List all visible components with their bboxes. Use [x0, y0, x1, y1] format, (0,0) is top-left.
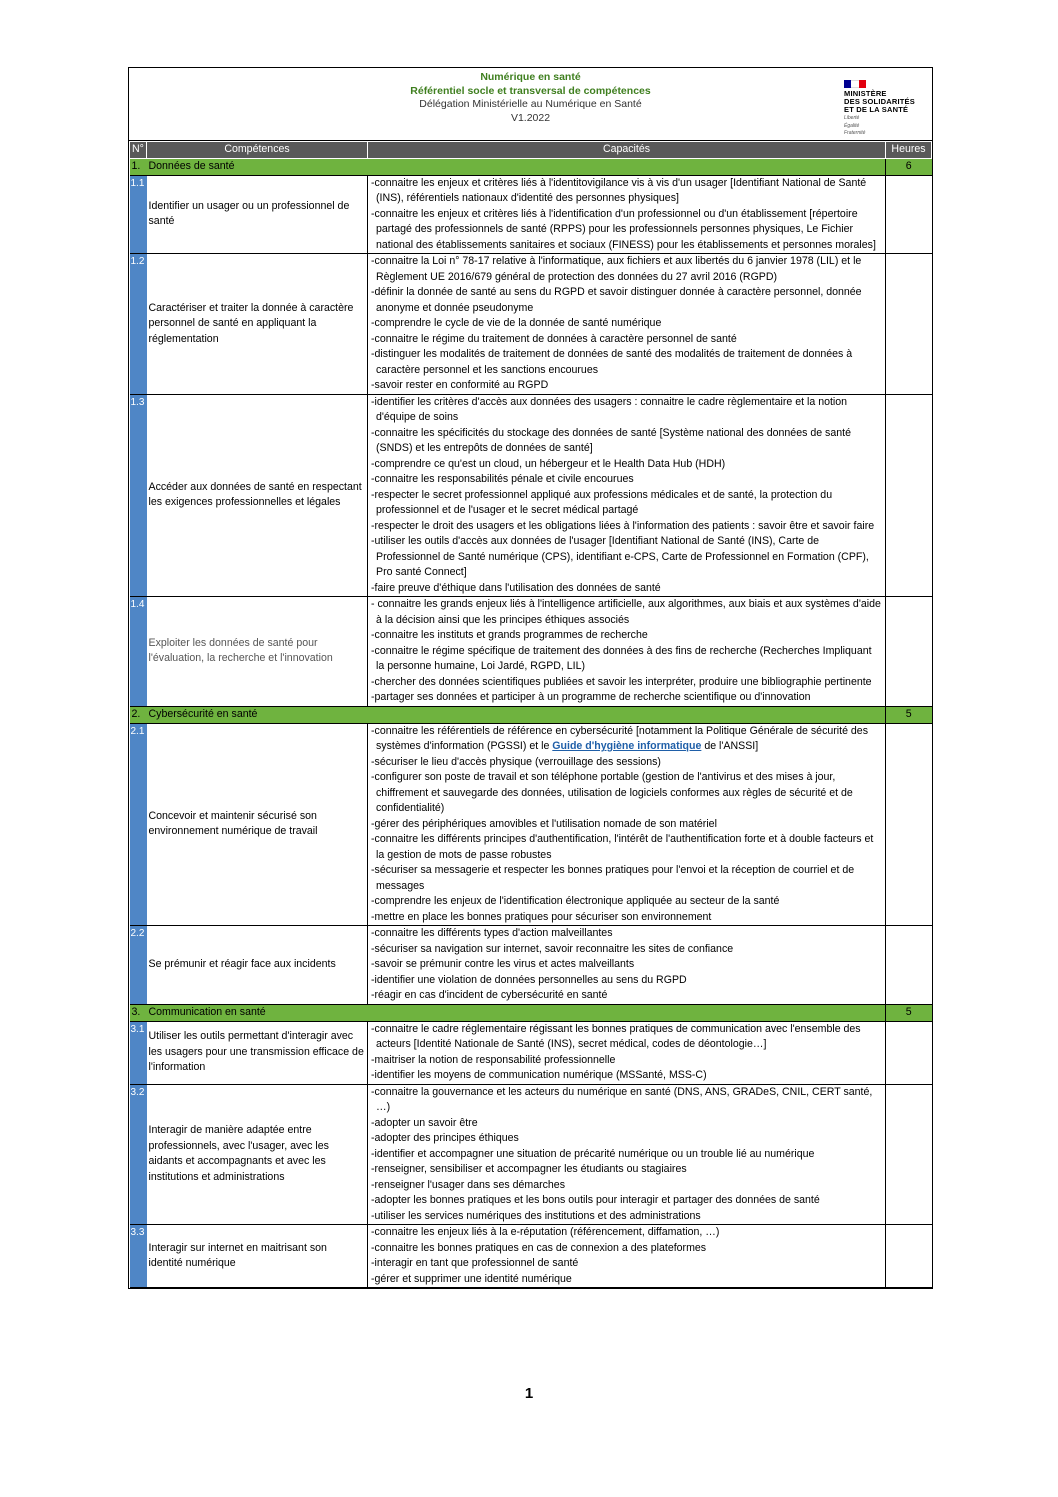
- capacity-item: -interagir en tant que professionnel de santé: [371, 1257, 579, 1269]
- table-row: [130, 254, 932, 395]
- table-row: [130, 926, 932, 1005]
- logo-motto-1: Liberté: [844, 115, 860, 121]
- capacity-item: -sécuriser sa navigation sur internet, savoir reconnaitre les sites de confiance: [371, 942, 734, 955]
- capacity-text: connaitre les bonnes pratiques en cas de connexion a des plateformes: [374, 1241, 707, 1254]
- capacity-text: sécuriser sa messagerie et respecter les bonnes pratiques pour l'envoi et la réception de courriel et de messages: [374, 864, 855, 892]
- capacity-text: sécuriser sa navigation sur internet, savoir reconnaitre les sites de confiance: [374, 942, 734, 955]
- competence-hours: [886, 597, 932, 707]
- header-author: Délégation Ministérielle au Numérique en Santé: [419, 98, 642, 110]
- competence-number: 3.1: [130, 1021, 147, 1084]
- capacity-item: -maitriser la notion de responsabilité professionnelle: [371, 1053, 616, 1066]
- capacity-text: connaitre les spécificités du stockage des données de santé [Système national des données de santé (SNDS) et les entrepôts de données de santé]: [374, 426, 851, 454]
- capacity-item: -adopter un savoir être: [371, 1116, 478, 1129]
- capacity-text: distinguer les modalités de traitement de données de santé des modalités de traitement de données à caractère personnel et les sanctions encourues: [374, 348, 853, 376]
- french-flag-icon: [844, 80, 866, 88]
- capacity-text: comprendre les enjeux de l'identification électronique appliquée au secteur de la santé: [374, 895, 780, 907]
- capacity-item: -chercher des données scientifiques publiées et savoir les interpréter, produire une bibliographie pertinente: [371, 675, 872, 688]
- competence-number: 3.3: [130, 1225, 147, 1288]
- logo-line-2: DES SOLIDARITÉS: [844, 97, 915, 106]
- capacity-text: mettre en place les bonnes pratiques pour sécuriser son environnement: [374, 910, 712, 923]
- section-row: [130, 1004, 932, 1021]
- document-header: [129, 68, 932, 141]
- capacity-item: -connaitre le cadre réglementaire régissant les bonnes pratiques de communication avec l'ensemble des acteurs [Identité Nationale de Santé (INS), secret médical, codes de déontologie…]: [371, 1022, 861, 1050]
- col-header-capacites: Capacités: [368, 142, 886, 159]
- capacity-item: -réagir en cas d'incident de cybersécurité en santé: [371, 989, 608, 1001]
- competence-hours: [886, 1225, 932, 1288]
- competence-label: Identifier un usager ou un professionnel de santé: [147, 175, 368, 254]
- section-title: Cybersécurité en santé: [147, 706, 886, 723]
- capacities-cell: [368, 597, 886, 707]
- capacity-text: de l'ANSSI]: [701, 740, 759, 752]
- header-subtitle: Référentiel socle et transversal de compétences: [410, 84, 651, 97]
- section-number: 1.: [130, 158, 147, 175]
- capacity-item: -sécuriser sa messagerie et respecter les bonnes pratiques pour l'envoi et la réception de courriel et de messages: [371, 864, 855, 892]
- capacity-text: savoir rester en conformité au RGPD: [374, 379, 549, 391]
- capacity-text: adopter un savoir être: [374, 1116, 478, 1129]
- capacity-text: connaitre le régime spécifique de traitement des données à des fins de recherche (Recherches Impliquant la personne humaine, Loi Jardé, RGPD, LIL): [374, 644, 872, 672]
- capacities-cell: [368, 1084, 886, 1225]
- capacities-cell: [368, 723, 886, 926]
- capacity-item: -connaitre les différents principes d'authentification, l'intérêt de l'authentification forte et à double facteurs et la gestion de mots de passe robustes: [371, 833, 874, 861]
- competence-hours: [886, 254, 932, 395]
- capacity-item: -gérer des périphériques amovibles et l'utilisation nomade de son matériel: [371, 817, 717, 830]
- capacity-text: connaitre les grands enjeux liés à l'intelligence artificielle, aux algorithmes, aux biais et aux systèmes d'aide à la décision ainsi que les principes éthiques associés: [374, 598, 881, 626]
- capacity-text: interagir en tant que professionnel de santé: [374, 1257, 579, 1269]
- capacity-text: comprendre le cycle de vie de la donnée de santé numérique: [374, 317, 662, 329]
- capacity-text: utiliser les outils d'accès aux données de l'usager [Identifiant National de Santé (INS), Carte de Professionnel de Santé numérique (CPS), identifiant e-CPS, Carte de Professionnel en Formation (CPF), Pro santé Connect]: [374, 535, 869, 578]
- capacity-item: -connaitre les différents types d'action malveillantes: [371, 927, 613, 939]
- capacity-item: -respecter le droit des usagers et les obligations liées à l'information des patients : savoir être et savoir faire: [371, 519, 875, 532]
- capacity-item: -configurer son poste de travail et son téléphone portable (gestion de l'antivirus et des mises à jour, chiffrement et sauvegarde des données, utilisation de logiciels conformes aux règles de sécurité et de confidentialité): [371, 771, 853, 814]
- col-header-competences: Compétences: [147, 142, 368, 159]
- capacity-item: -partager ses données et participer à un programme de recherche scientifique ou d'innovation: [371, 691, 811, 703]
- competence-number: 1.2: [130, 254, 147, 395]
- capacity-item: -identifier une violation de données personnelles au sens du RGPD: [371, 973, 687, 986]
- capacity-text: utiliser les services numériques des institutions et des administrations: [374, 1209, 701, 1222]
- competence-label: Concevoir et maintenir sécurisé son environnement numérique de travail: [147, 723, 368, 926]
- competence-number: 2.1: [130, 723, 147, 926]
- section-number: 2.: [130, 706, 147, 723]
- capacity-item: -connaitre la Loi n° 78-17 relative à l'informatique, aux fichiers et aux libertés du 6 janvier 1978 (LIL) et le Règlement UE 2016/679 général de protection des données du 27 avril 2016 (RGPD): [371, 255, 862, 283]
- table-row: [130, 597, 932, 707]
- capacity-text: comprendre ce qu'est un cloud, un hébergeur et le Health Data Hub (HDH): [374, 457, 726, 470]
- capacity-text: connaitre les enjeux et critères liés à l'identitovigilance vis à vis d'un usager [Identifiant National de Santé (INS), référentiels nationaux d'identité des personnes physiques]: [374, 176, 867, 204]
- capacity-text: définir la donnée de santé au sens du RGPD et savoir distinguer donnée à caractère personnel, donnée anonyme et donnée pseudonyme: [374, 286, 862, 314]
- capacity-item: -adopter des principes éthiques: [371, 1132, 519, 1144]
- capacity-item: -connaitre les responsabilités pénale et civile encourues: [371, 473, 634, 485]
- capacity-item: -connaitre le régime du traitement de données à caractère personnel de santé: [371, 332, 737, 345]
- capacity-item: -savoir rester en conformité au RGPD: [371, 379, 549, 391]
- capacity-text: connaitre les enjeux liés à la e-réputation (référencement, diffamation, …): [374, 1226, 720, 1238]
- capacity-item: -mettre en place les bonnes pratiques pour sécuriser son environnement: [371, 910, 712, 923]
- capacity-text: maitriser la notion de responsabilité professionnelle: [374, 1053, 616, 1066]
- capacity-text: respecter le secret professionnel appliqué aux professions médicales et de santé, la protection du professionnel et de l'usager et le secret médical partagé: [374, 488, 833, 516]
- capacity-item: -utiliser les outils d'accès aux données de l'usager [Identifiant National de Santé (INS), Carte de Professionnel de Santé numérique (CPS), identifiant e-CPS, Carte de Professionnel en Formation (CPF), Pro santé Connect]: [371, 535, 869, 578]
- capacity-item: -connaitre le régime spécifique de traitement des données à des fins de recherche (Recherches Impliquant la personne humaine, Loi Jardé, RGPD, LIL): [371, 644, 872, 672]
- section-row: [130, 706, 932, 723]
- capacity-text: respecter le droit des usagers et les obligations liées à l'information des patients : savoir être et savoir faire: [374, 519, 875, 532]
- competences-table: [129, 141, 932, 1288]
- capacity-text: renseigner l'usager dans ses démarches: [374, 1178, 565, 1191]
- competence-number: 2.2: [130, 926, 147, 1005]
- capacity-item: -connaitre les enjeux et critères liés à l'identitovigilance vis à vis d'un usager [Identifiant National de Santé (INS), référentiels nationaux d'identité des personnes physiques]: [371, 176, 867, 204]
- capacity-item: -respecter le secret professionnel appliqué aux professions médicales et de santé, la protection du professionnel et de l'usager et le secret médical partagé: [371, 488, 833, 516]
- capacity-text: connaitre les référentiels de référence en cybersécurité [notamment la Politique Générale de sécurité des systèmes d'information (PGSSI) et le: [374, 724, 868, 752]
- capacity-text: adopter des principes éthiques: [374, 1132, 519, 1144]
- capacity-item: -gérer et supprimer une identité numérique: [371, 1272, 572, 1285]
- capacity-item: -renseigner l'usager dans ses démarches: [371, 1178, 565, 1191]
- capacity-text: connaitre les responsabilités pénale et civile encourues: [374, 473, 634, 485]
- section-title: Données de santé: [147, 158, 886, 175]
- capacity-item: -connaitre les spécificités du stockage des données de santé [Système national des données de santé (SNDS) et les entrepôts de données de santé]: [371, 426, 851, 454]
- competence-hours: [886, 175, 932, 254]
- capacity-text: réagir en cas d'incident de cybersécurité en santé: [374, 989, 608, 1001]
- capacity-item: -connaitre les référentiels de référence en cybersécurité [notamment la Politique Générale de sécurité des systèmes d'information (PGSSI) et le Guide d'hygiène informatique de l'ANSSI]: [371, 724, 868, 752]
- capacity-item: -savoir se prémunir contre les virus et actes malveillants: [371, 958, 635, 970]
- col-header-heures: Heures: [886, 142, 932, 159]
- capacity-item: -identifier et accompagner une situation de précarité numérique ou un trouble lié au numérique: [371, 1147, 815, 1160]
- competence-label: Exploiter les données de santé pour l'évaluation, la recherche et l'innovation: [147, 597, 368, 707]
- table-row: [130, 1021, 932, 1084]
- capacity-text: connaitre les différents principes d'authentification, l'intérêt de l'authentification forte et à double facteurs et la gestion de mots de passe robustes: [374, 833, 874, 861]
- capacity-item: -comprendre le cycle de vie de la donnée de santé numérique: [371, 317, 662, 329]
- capacity-text: renseigner, sensibiliser et accompagner les étudiants ou stagiaires: [374, 1163, 687, 1175]
- capacity-text: adopter les bonnes pratiques et les bons outils pour interagir et partager des données de santé: [374, 1194, 820, 1206]
- competence-number: 1.4: [130, 597, 147, 707]
- capacity-text: savoir se prémunir contre les virus et actes malveillants: [374, 958, 635, 970]
- capacity-item: -sécuriser le lieu d'accès physique (verrouillage des sessions): [371, 755, 661, 768]
- section-hours: 6: [886, 158, 932, 175]
- capacity-text: gérer et supprimer une identité numérique: [374, 1272, 572, 1285]
- competence-hours: [886, 1021, 932, 1084]
- logo-motto-2: Égalité: [844, 122, 860, 129]
- header-title: Numérique en santé: [480, 71, 581, 83]
- capacity-item: -faire preuve d'éthique dans l'utilisation des données de santé: [371, 581, 661, 594]
- capacity-text: sécuriser le lieu d'accès physique (verrouillage des sessions): [374, 755, 661, 768]
- capacity-item: -connaitre les enjeux et critères liés à l'identification d'un professionnel ou d'un établissement [répertoire partagé des professionnels de santé (RPPS) pour les professionnels personnes physiques, Le Fichier national des établissements sanitaires et sociaux (FINESS) pour les établissements et personnes morales]: [371, 207, 876, 251]
- table-row: [130, 723, 932, 926]
- capacity-text: connaitre la Loi n° 78-17 relative à l'informatique, aux fichiers et aux libertés du 6 janvier 1978 (LIL) et le Règlement UE 2016/679 général de protection des données du 27 avril 2016 (RGPD): [374, 255, 862, 283]
- capacities-cell: [368, 926, 886, 1005]
- capacity-text: identifier et accompagner une situation de précarité numérique ou un trouble lié au numérique: [374, 1147, 815, 1160]
- capacity-text: connaitre les enjeux et critères liés à l'identification d'un professionnel ou d'un établissement [répertoire partagé des professionnels de santé (RPPS) pour les professionnels personnes physiques, Le Fichier national des établissements sanitaires et sociaux (FINESS) pour les établissements et personnes morales]: [374, 207, 876, 251]
- capacity-item: -connaitre les enjeux liés à la e-réputation (référencement, diffamation, …): [371, 1226, 720, 1238]
- capacity-text: configurer son poste de travail et son téléphone portable (gestion de l'antivirus et des mises à jour, chiffrement et sauvegarde des données, utilisation de logiciels conformes aux règles de sécurité et de confidentialité): [374, 771, 853, 814]
- competence-label: Caractériser et traiter la donnée à caractère personnel de santé en appliquant la réglementation: [147, 254, 368, 395]
- capacity-item: -comprendre les enjeux de l'identification électronique appliquée au secteur de la santé: [371, 895, 780, 907]
- competence-label: Accéder aux données de santé en respectant les exigences professionnelles et légales: [147, 394, 368, 597]
- capacity-item: -distinguer les modalités de traitement de données de santé des modalités de traitement de données à caractère personnel et les sanctions encourues: [371, 348, 853, 376]
- table-header-row: [130, 142, 932, 159]
- logo-line-3: ET DE LA SANTÉ: [844, 105, 909, 114]
- table-row: [130, 1225, 932, 1288]
- competence-label: Interagir de manière adaptée entre professionnels, avec l'usager, avec les aidants et accompagnants et avec les institutions et administrations: [147, 1084, 368, 1225]
- capacity-text: partager ses données et participer à un programme de recherche scientifique ou d'innovation: [374, 691, 811, 703]
- section-row: [130, 158, 932, 175]
- capacity-item: -identifier les moyens de communication numérique (MSSanté, MSS-C): [371, 1069, 707, 1081]
- capacity-item: -connaitre les bonnes pratiques en cas de connexion a des plateformes: [371, 1241, 707, 1254]
- capacity-text: connaitre le régime du traitement de données à caractère personnel de santé: [374, 332, 737, 345]
- guide-hygiene-link[interactable]: Guide d'hygiène informatique: [552, 740, 702, 752]
- competence-hours: [886, 394, 932, 597]
- competence-hours: [886, 723, 932, 926]
- competence-number: 3.2: [130, 1084, 147, 1225]
- capacities-cell: [368, 254, 886, 395]
- capacity-text: connaitre le cadre réglementaire régissant les bonnes pratiques de communication avec l'ensemble des acteurs [Identité Nationale de Santé (INS), secret médical, codes de déontologie…]: [374, 1022, 861, 1050]
- capacity-item: -utiliser les services numériques des institutions et des administrations: [371, 1209, 701, 1222]
- capacity-text: chercher des données scientifiques publiées et savoir les interpréter, produire une bibliographie pertinente: [374, 675, 872, 688]
- logo-motto-3: Fraternité: [844, 130, 866, 136]
- capacity-text: connaitre les instituts et grands programmes de recherche: [374, 629, 648, 641]
- ministry-logo: [844, 80, 924, 137]
- capacity-item: -identifier les critères d'accès aux données des usagers : connaitre le cadre règlementaire et la notion d'équipe de soins: [371, 395, 848, 423]
- capacity-item: -renseigner, sensibiliser et accompagner les étudiants ou stagiaires: [371, 1163, 687, 1175]
- section-hours: 5: [886, 706, 932, 723]
- capacity-item: -définir la donnée de santé au sens du RGPD et savoir distinguer donnée à caractère personnel, donnée anonyme et donnée pseudonyme: [371, 286, 862, 314]
- capacity-text: connaitre la gouvernance et les acteurs du numérique en santé (DNS, ANS, GRADeS, CNIL, CERT santé, …): [374, 1085, 873, 1113]
- competence-label: Interagir sur internet en maitrisant son identité numérique: [147, 1225, 368, 1288]
- capacity-item: - connaitre les grands enjeux liés à l'intelligence artificielle, aux algorithmes, aux biais et aux systèmes d'aide à la décision ainsi que les principes éthiques associés: [371, 598, 881, 626]
- capacity-item: -comprendre ce qu'est un cloud, un hébergeur et le Health Data Hub (HDH): [371, 457, 726, 470]
- table-row: [130, 394, 932, 597]
- section-hours: 5: [886, 1004, 932, 1021]
- capacities-cell: [368, 175, 886, 254]
- competence-hours: [886, 1084, 932, 1225]
- section-title: Communication en santé: [147, 1004, 886, 1021]
- section-number: 3.: [130, 1004, 147, 1021]
- capacities-cell: [368, 1225, 886, 1288]
- capacities-cell: [368, 394, 886, 597]
- table-row: [130, 175, 932, 254]
- col-header-num: N°: [130, 142, 147, 159]
- capacity-item: -connaitre les instituts et grands programmes de recherche: [371, 629, 648, 641]
- capacity-item: -connaitre la gouvernance et les acteurs du numérique en santé (DNS, ANS, GRADeS, CNIL, CERT santé, …): [371, 1085, 873, 1113]
- capacity-text: identifier les critères d'accès aux données des usagers : connaitre le cadre règlementaire et la notion d'équipe de soins: [374, 395, 848, 423]
- document-sheet: [128, 67, 933, 1289]
- table-row: [130, 1084, 932, 1225]
- capacity-text: identifier les moyens de communication numérique (MSSanté, MSS-C): [374, 1069, 707, 1081]
- capacity-text: connaitre les différents types d'action malveillantes: [374, 927, 613, 939]
- competence-label: Utiliser les outils permettant d'interagir avec les usagers pour une transmission efficace de l'information: [147, 1021, 368, 1084]
- capacity-text: gérer des périphériques amovibles et l'utilisation nomade de son matériel: [374, 817, 717, 830]
- header-version: V1.2022: [510, 111, 551, 124]
- competence-hours: [886, 926, 932, 1005]
- competence-number: 1.3: [130, 394, 147, 597]
- capacities-cell: [368, 1021, 886, 1084]
- competence-number: 1.1: [130, 175, 147, 254]
- capacity-text: faire preuve d'éthique dans l'utilisation des données de santé: [374, 581, 661, 594]
- competence-label: Se prémunir et réagir face aux incidents: [147, 926, 368, 1005]
- capacity-item: -adopter les bonnes pratiques et les bons outils pour interagir et partager des données de santé: [371, 1194, 820, 1206]
- capacity-text: identifier une violation de données personnelles au sens du RGPD: [374, 973, 687, 986]
- page-number: 1: [524, 1385, 534, 1402]
- logo-line-1: MINISTÈRE: [844, 89, 887, 98]
